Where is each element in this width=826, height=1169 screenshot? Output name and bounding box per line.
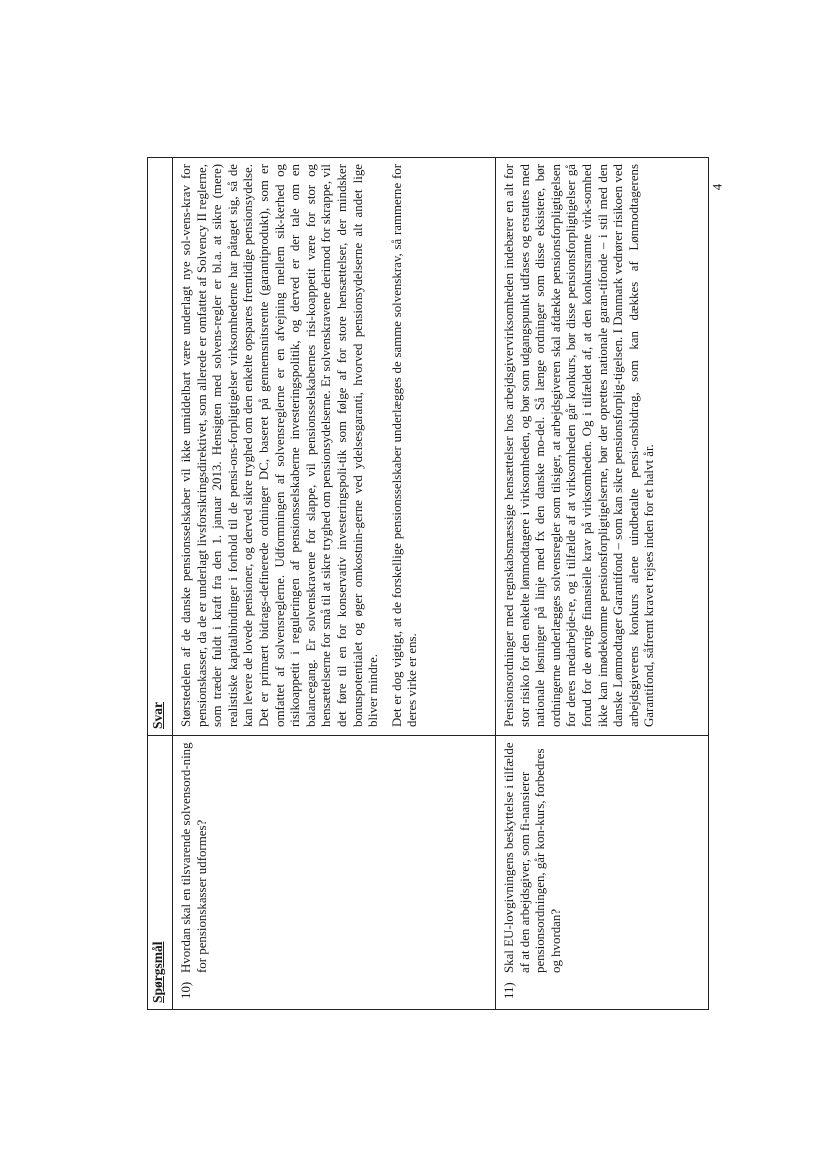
answer-paragraph: Størstedelen af de danske pensionsselskaber vil ikke umiddelbart være underlagt nye sol-vens-krav for pensionskasser, da de er underlagt livsforsikringsdirektivet, som allerede er omfattet af Solvency II reglerne, som træder fuldt i kraft fra den 1. januar 2013. Hensigten med solvens-regler er bl.a. at sikre (mere) realistiske kapitalbindinger i forhold til de pensi-ons-forpligtigelser virksomhederne har påtaget sig, så de kan levere de lovede pensioner, og derved sikre tryghed om den enkelte opspares fremtidige pensionsydelse. Det er primært bidrags-definerede ordninger DC, baseret på gennemsnitsrente (garantiprodukt), som er omfattet af solvensreglerne. Udformningen af solvensreglerne er en afvejning mellem sik-kerhed og risikoappetit i reguleringen af pensionsselskaberne investeringspolitik, og derved er der tale om en balancegang. Er solvenskravene for slappe, vil pensionsselskabernes risi-koappetit være for stor og hensættelserne for små til at sikre tryghed om pensionsydelserne. Er solvenskravene derimod for skrappe, vil det føre til en for konservativ investeringspoli-tik som følge af for store hensættelser, der mindsker bonuspotentialet og øger omkostnin-gerne ved ydelsesgaranti, hvorved pensionsydelserne alt andet lige bliver mindre.: [179, 164, 381, 727]
header-answer: Svar: [148, 158, 173, 736]
page-number: 4: [709, 183, 725, 191]
table-header-row: [148, 158, 173, 1010]
table-row: [173, 158, 496, 1010]
table-row: [496, 158, 709, 1010]
header-question: Spørgsmål: [148, 736, 173, 1010]
qa-table: [147, 157, 709, 1010]
question-text: Hvordan skal en tilsvarende solvensord-ning for pensionskasser udformes?: [179, 742, 209, 973]
answer-cell: [496, 158, 709, 736]
question-cell: [173, 736, 496, 1010]
answer-paragraph: Pensionsordninger med regnskabsmæssige hensættelser hos arbejdsgivervirksomheden indebærer en alt for stor risiko for den enkelte lønmodtagere i virksomheden, og bør som udgangspunkt udfases og erstattes med nationale løsninger på linje med fx den danske mo-del. Så længe ordninger som disse eksistere, bør ordningerne underlægges solvensregler som tilsiger, at arbejdsgiveren skal afdække pensionsforpligtigelsen for deres medarbejde-re, og i tilfælde af at virksomheden går konkurs, bør disse pensionsforpligtigelser gå forud for de øvrige finansielle krav på virksomheden. Og i tilfældet af, at den konkursramte virk-somhed ikke kan imødekomme pensionsforpligtigelserne, bør der oprettes nationale garan-tifonde – i stil med den danske Lønmodtager Garantifond – som kan sikre pensionsforplig-tigelsen. I Danmark vedrører risikoen ved arbejdsgiverens konkurs alene uindbetalte pensi-onsbidrag, som kan dækkes af Lønmodtagerens Garantifond, såfremt kravet rejses inden for et halvt år.: [502, 164, 657, 727]
answer-cell: [173, 158, 496, 736]
question-number: 11): [502, 982, 516, 999]
question-number: 10): [179, 981, 193, 999]
answer-paragraph: Det er dog vigtigt, at de forskellige pensionsselskaber underlægges de samme solvenskrav, så rammerne for deres virke er ens.: [389, 164, 420, 727]
question-text: Skal EU-lovgivningens beskyttelse i tilfælde af at den arbejdsgiver, som fi-nansierer pensionsordningen, går kon-kurs, forbedres og hvordan?: [502, 742, 563, 973]
qa-table-frame: [147, 158, 679, 1010]
question-cell: [496, 736, 709, 1010]
